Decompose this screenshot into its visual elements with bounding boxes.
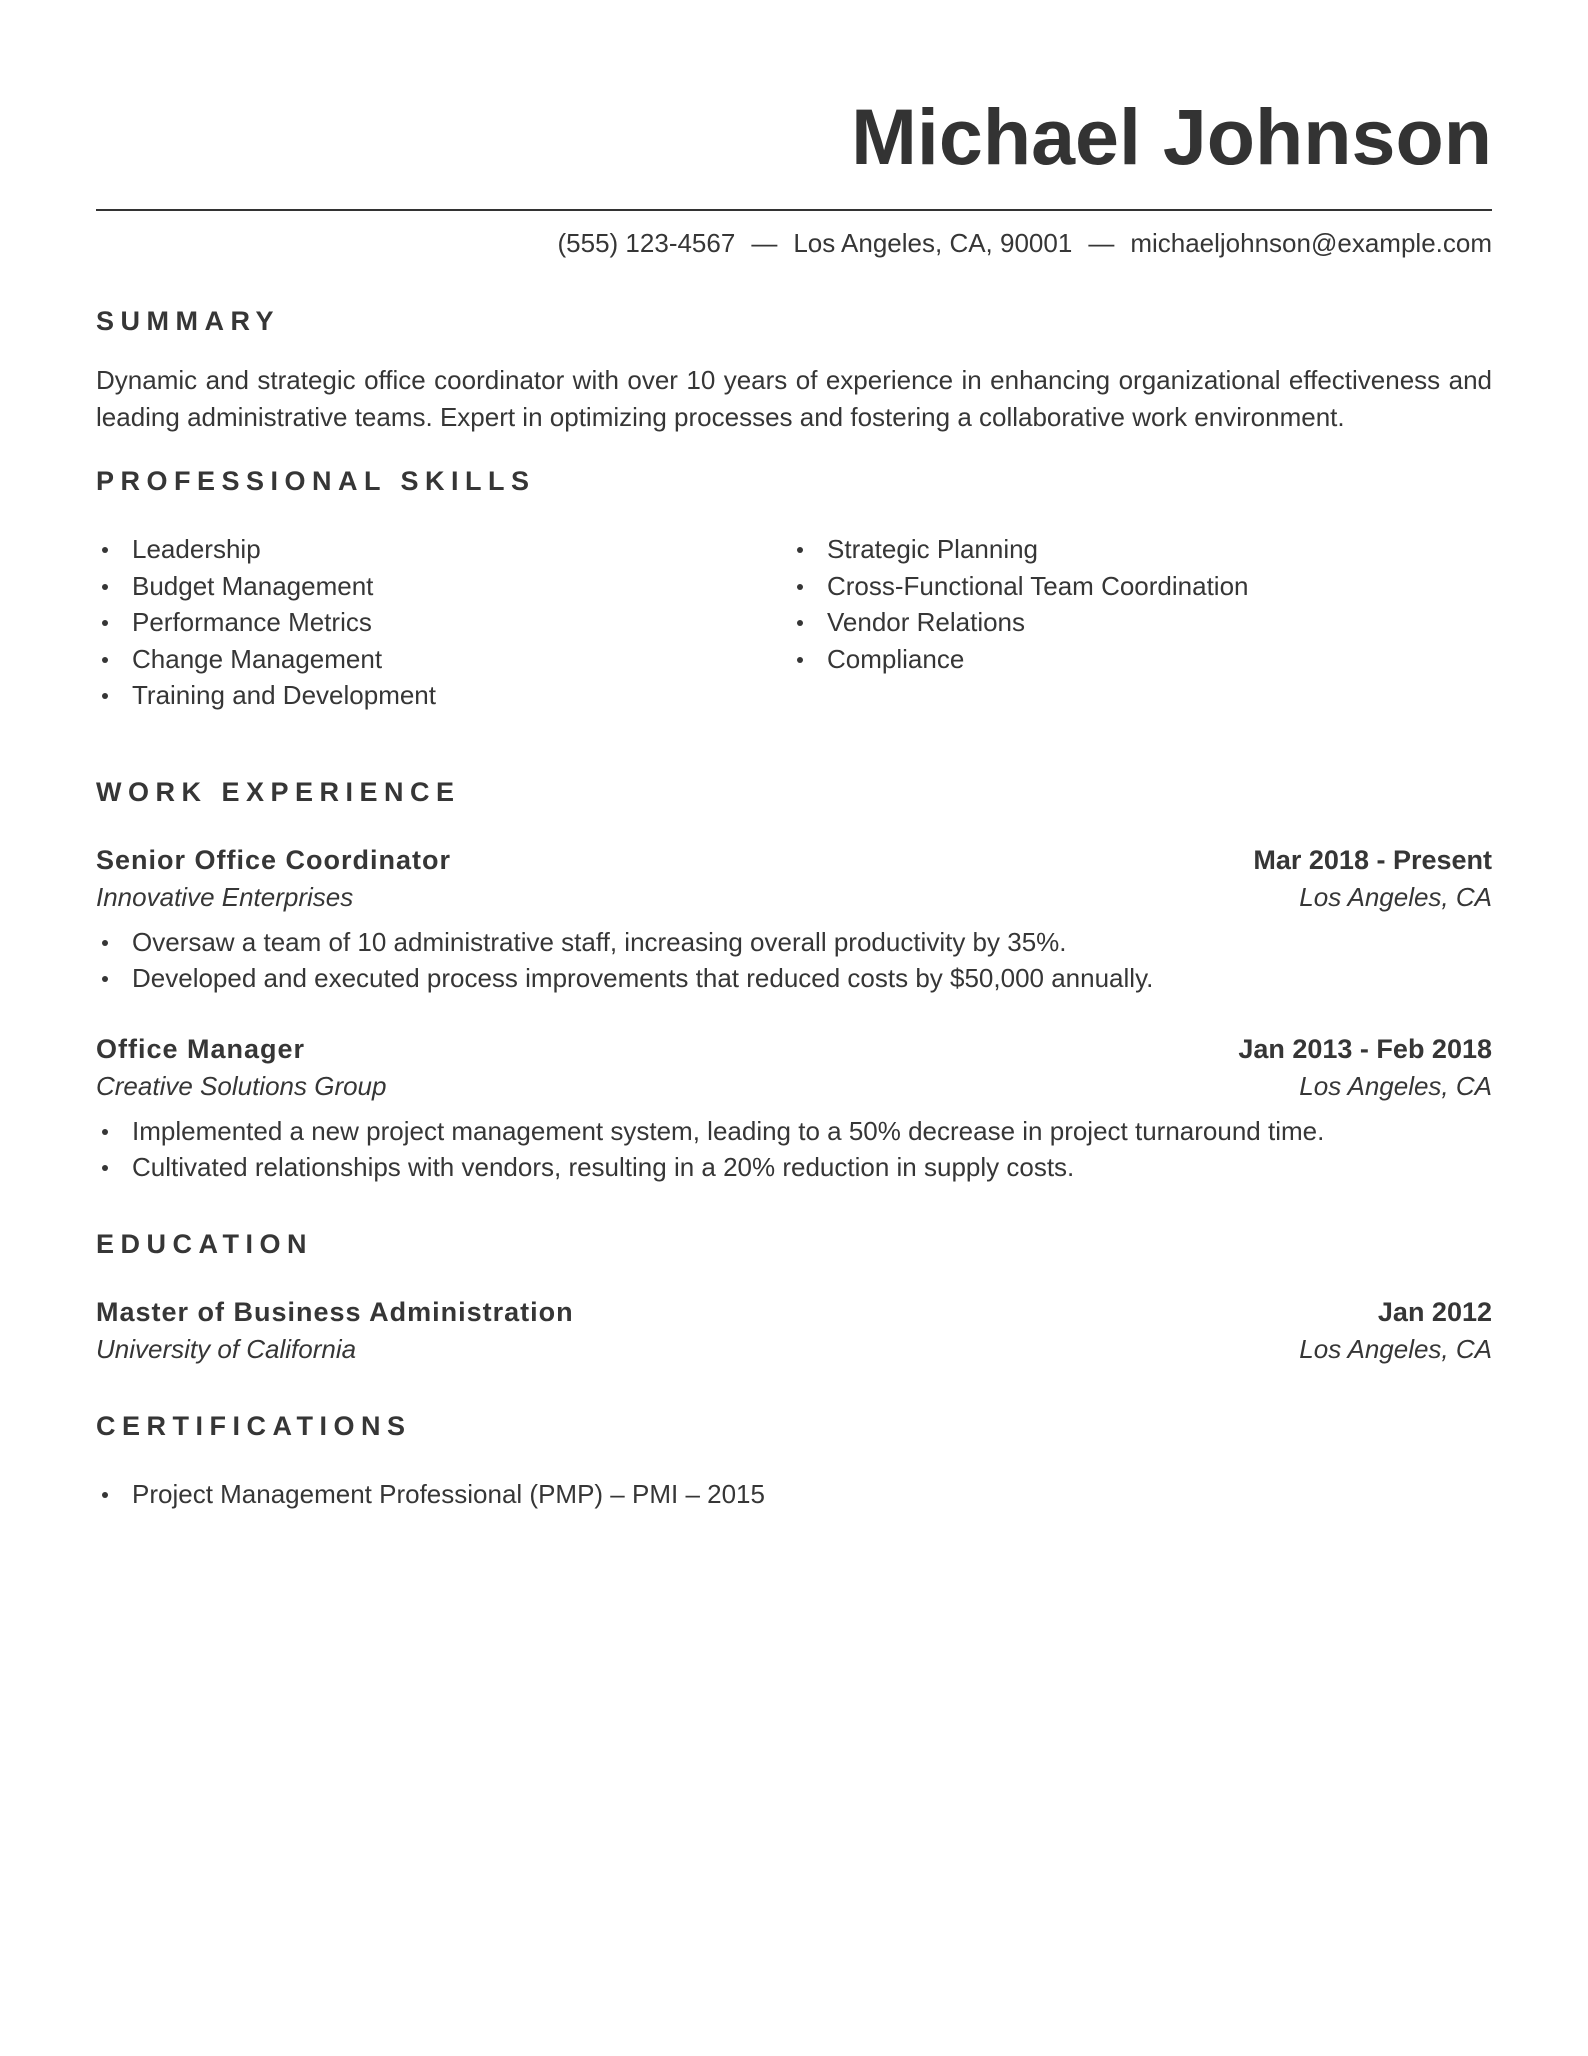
job-location: Los Angeles, CA: [1299, 1070, 1492, 1101]
school-location: Los Angeles, CA: [1299, 1333, 1492, 1364]
contact-separator: —: [751, 228, 778, 258]
contact-line: [96, 227, 1492, 259]
job-entry: [96, 842, 1492, 997]
job-title: Office Manager: [96, 1033, 306, 1064]
job-company: Innovative Enterprises: [96, 881, 354, 912]
job-entry: [96, 1031, 1492, 1186]
certifications-list: [96, 1476, 1492, 1513]
skill-item: Vendor Relations: [791, 604, 1486, 641]
job-company: Creative Solutions Group: [96, 1070, 387, 1101]
job-location: Los Angeles, CA: [1299, 881, 1492, 912]
job-bullet: Implemented a new project management system, leading to a 50% decrease in project turnaround time.: [96, 1113, 1492, 1150]
job-company-row: [96, 1067, 1492, 1105]
work-heading: WORK EXPERIENCE: [96, 776, 461, 807]
contact-phone: (555) 123-4567: [557, 228, 736, 258]
summary-heading: SUMMARY: [96, 306, 280, 336]
job-bullet: Developed and executed process improvements that reduced costs by $50,000 annually.: [96, 960, 1492, 997]
summary-text: Dynamic and strategic office coordinator with over 10 years of experience in enhancing organizational effectiveness and leading administrative teams. Expert in optimizing processes and fostering a collaborative work environment.: [96, 365, 1492, 432]
skill-item: Leadership: [96, 531, 791, 568]
candidate-name: Michael Johnson: [851, 92, 1492, 181]
job-dates: Mar 2018 - Present: [1253, 844, 1492, 875]
skill-item: Cross-Functional Team Coordination: [791, 568, 1486, 605]
job-bullets: [96, 924, 1492, 997]
education-header-row: [96, 1294, 1492, 1330]
skill-item: Training and Development: [96, 677, 791, 714]
job-dates: Jan 2013 - Feb 2018: [1238, 1033, 1492, 1064]
certifications-heading: CERTIFICATIONS: [96, 1410, 412, 1441]
job-header-row: [96, 1031, 1492, 1067]
education-school-row: [96, 1330, 1492, 1368]
job-bullets: [96, 1113, 1492, 1186]
contact-separator: —: [1088, 228, 1115, 258]
skills-left-column: [96, 531, 791, 714]
job-header-row: [96, 842, 1492, 878]
skill-item: Strategic Planning: [791, 531, 1486, 568]
certification-item: Project Management Professional (PMP) – PMI – 2015: [96, 1476, 1492, 1513]
skills-columns: [96, 531, 1492, 714]
education-heading: EDUCATION: [96, 1228, 313, 1259]
skills-right-column: [791, 531, 1486, 714]
job-bullet: Cultivated relationships with vendors, resulting in a 20% reduction in supply costs.: [96, 1149, 1492, 1186]
skill-item: Compliance: [791, 641, 1486, 678]
degree-name: Master of Business Administration: [96, 1296, 574, 1327]
skill-item: Budget Management: [96, 568, 791, 605]
skill-item: Change Management: [96, 641, 791, 678]
contact-email[interactable]: michaeljohnson@example.com: [1130, 228, 1492, 258]
education-entry: [96, 1294, 1492, 1368]
job-company-row: [96, 878, 1492, 916]
job-title: Senior Office Coordinator: [96, 844, 452, 875]
skill-item: Performance Metrics: [96, 604, 791, 641]
contact-location: Los Angeles, CA, 90001: [793, 228, 1073, 258]
school-name: University of California: [96, 1333, 357, 1364]
header-divider: [96, 209, 1492, 211]
job-bullet: Oversaw a team of 10 administrative staff, increasing overall productivity by 35%.: [96, 924, 1492, 961]
skills-heading: PROFESSIONAL SKILLS: [96, 466, 536, 496]
degree-date: Jan 2012: [1377, 1296, 1492, 1327]
